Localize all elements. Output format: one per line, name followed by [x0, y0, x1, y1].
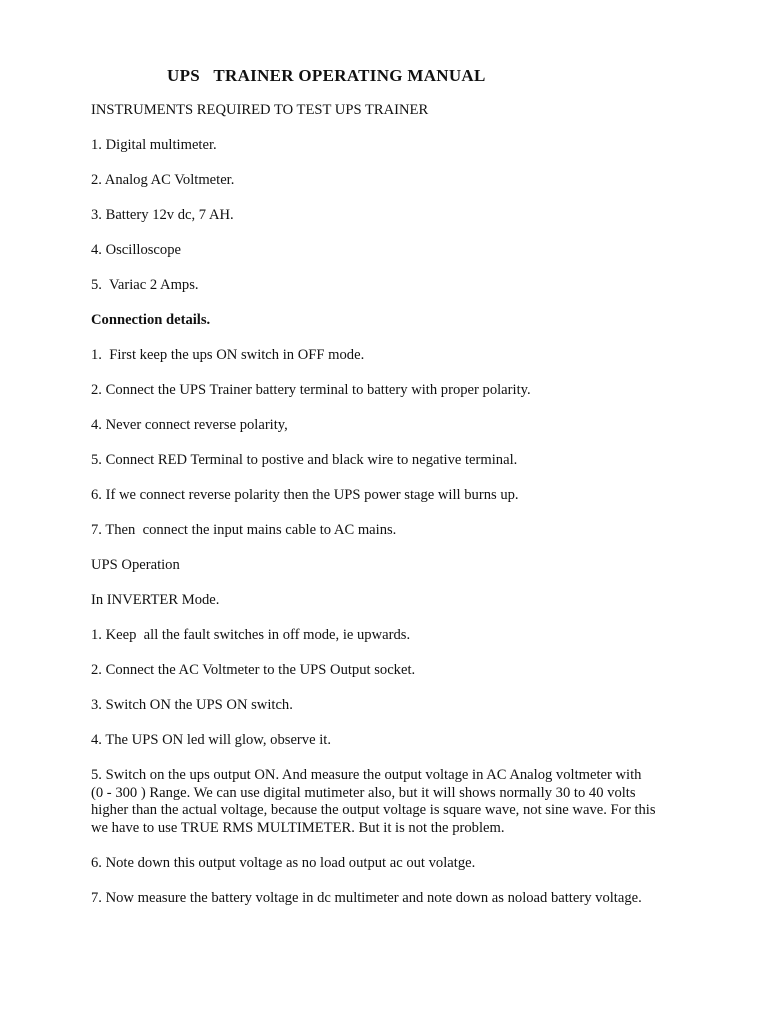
connection-step: 4. Never connect reverse polarity,: [91, 417, 288, 433]
paragraph-line: (0 - 300 ) Range. We can use digital mutimeter also, but it will shows normally 30 to 40 volts: [91, 784, 636, 801]
connection-step: 6. If we connect reverse polarity then the UPS power stage will burns up.: [91, 487, 519, 503]
connection-step: 7. Then connect the input mains cable to AC mains.: [91, 522, 397, 538]
paragraph-line: higher than the actual voltage, because the output voltage is square wave, not sine wave. For this: [91, 802, 656, 818]
connection-heading: Connection details.: [91, 312, 211, 328]
connection-step: 5. Connect RED Terminal to postive and black wire to negative terminal.: [91, 452, 518, 468]
paragraph-line: we have to use TRUE RMS MULTIMETER. But it is not the problem.: [91, 819, 505, 836]
inverter-step: 4. The UPS ON led will glow, observe it.: [91, 732, 331, 748]
instrument-item: 4. Oscilloscope: [91, 242, 181, 258]
document-title: UPS TRAINER OPERATING MANUAL: [167, 66, 486, 85]
inverter-mode-heading: In INVERTER Mode.: [91, 592, 220, 608]
instruments-heading: INSTRUMENTS REQUIRED TO TEST UPS TRAINER: [91, 102, 429, 118]
inverter-step: 2. Connect the AC Voltmeter to the UPS Output socket.: [91, 662, 416, 678]
connection-step: 1. First keep the ups ON switch in OFF mode.: [91, 347, 365, 363]
operation-heading: UPS Operation: [91, 557, 180, 573]
instrument-item: 3. Battery 12v dc, 7 AH.: [91, 207, 234, 223]
inverter-step-5-paragraph: [91, 767, 701, 837]
inverter-step: 1. Keep all the fault switches in off mode, ie upwards.: [91, 627, 411, 643]
inverter-step: 7. Now measure the battery voltage in dc multimeter and note down as noload battery voltage.: [91, 890, 642, 906]
paragraph-line: 5. Switch on the ups output ON. And measure the output voltage in AC Analog voltmeter with: [91, 767, 642, 783]
connection-step: 2. Connect the UPS Trainer battery terminal to battery with proper polarity.: [91, 382, 531, 398]
instrument-item: 2. Analog AC Voltmeter.: [91, 172, 235, 188]
inverter-step: 6. Note down this output voltage as no load output ac out volatge.: [91, 855, 476, 871]
inverter-step: 3. Switch ON the UPS ON switch.: [91, 697, 293, 713]
instrument-item: 1. Digital multimeter.: [91, 137, 217, 153]
instrument-item: 5. Variac 2 Amps.: [91, 277, 199, 293]
